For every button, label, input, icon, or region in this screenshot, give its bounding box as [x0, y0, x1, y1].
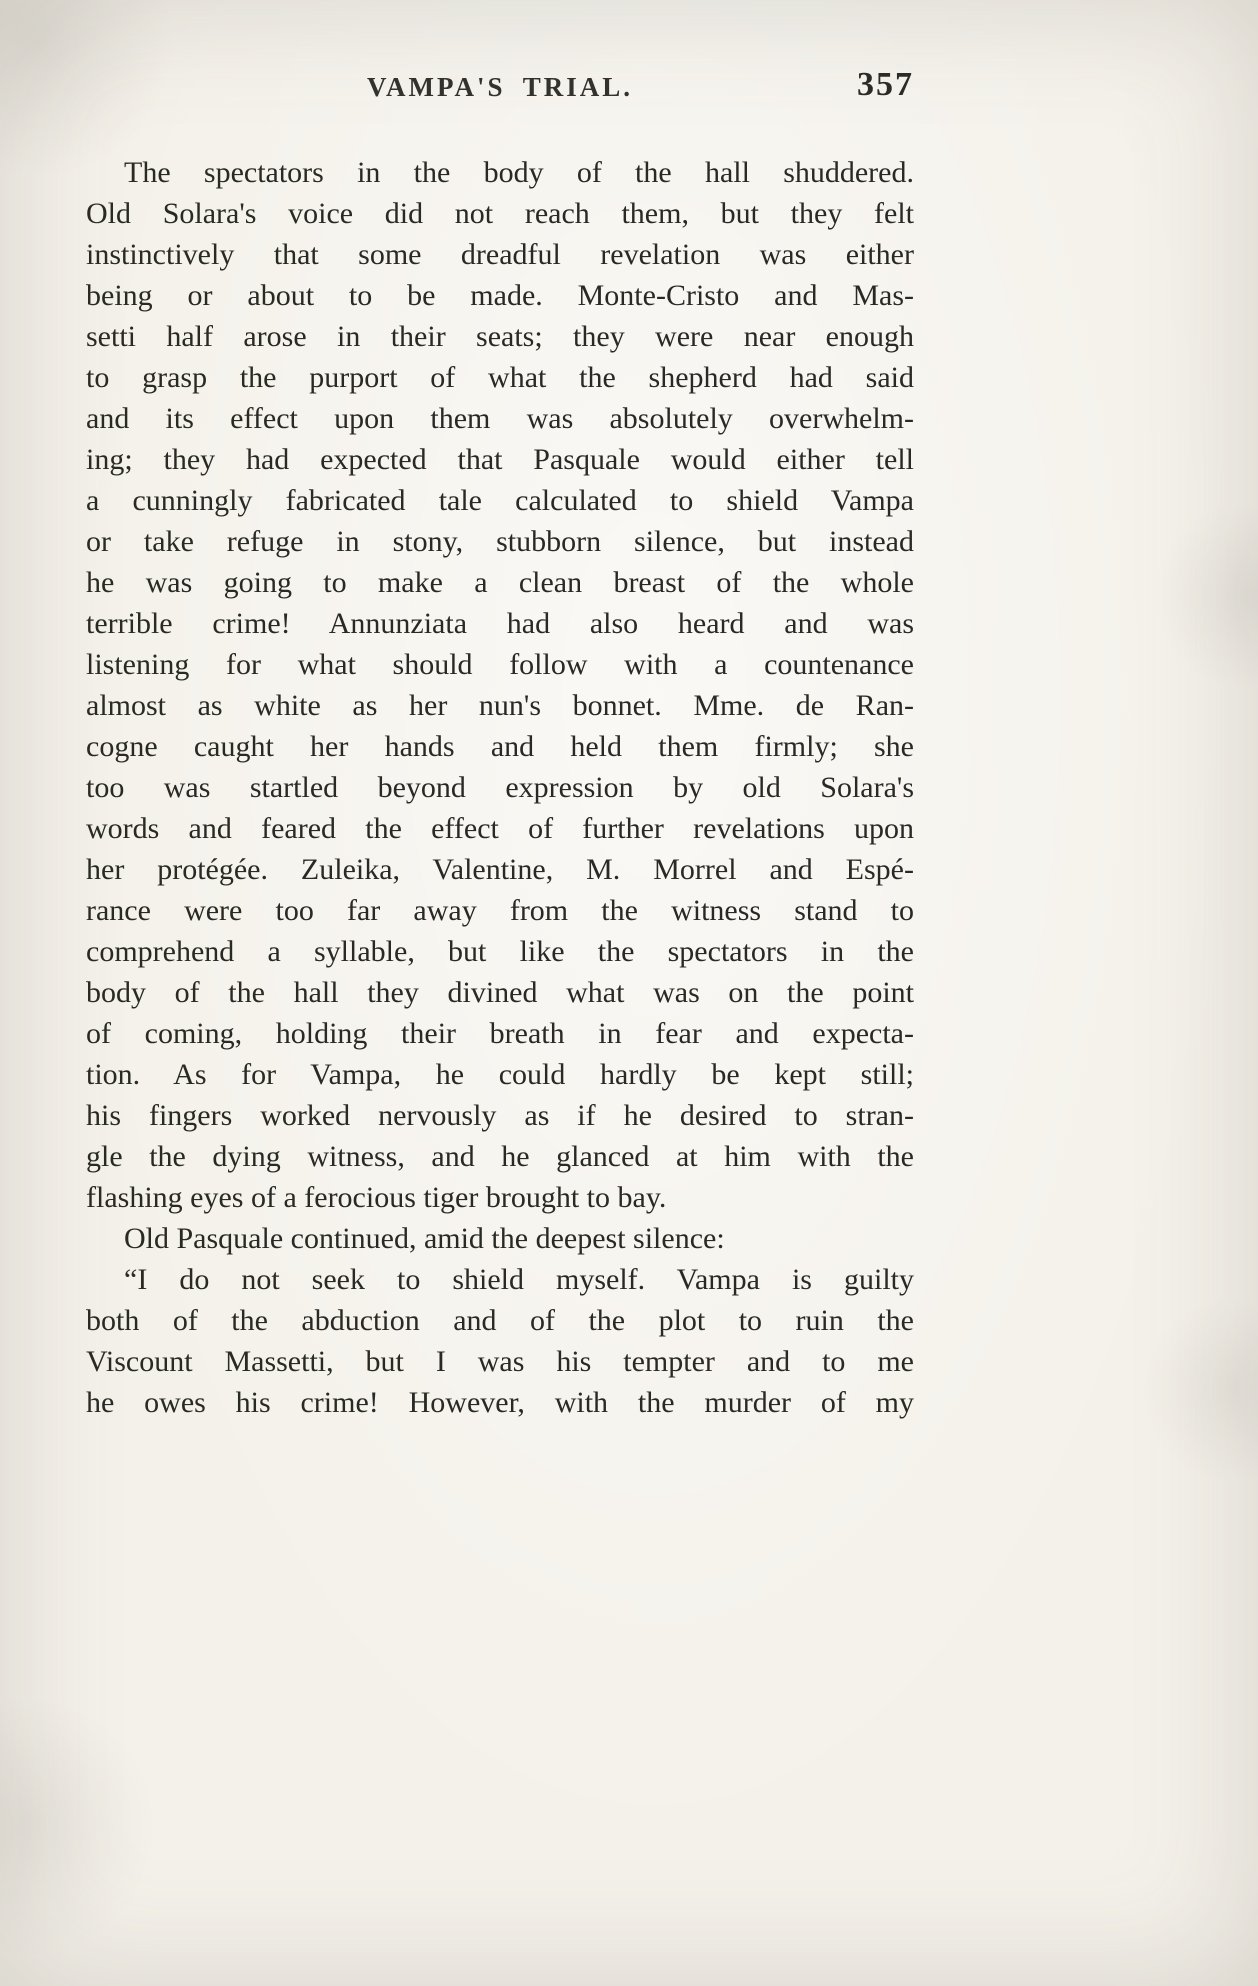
text-line: his fingers worked nervously as if he desired to stran-	[86, 1099, 914, 1132]
text-line: Viscount Massetti, but I was his tempter and to me	[86, 1345, 914, 1378]
running-title: VAMPA'S TRIAL.	[366, 72, 634, 102]
text-line: The spectators in the body of the hall shuddered.	[124, 156, 914, 189]
text-column	[86, 66, 914, 1423]
text-line: flashing eyes of a ferocious tiger brought to bay.	[86, 1181, 667, 1214]
text-line: of coming, holding their breath in fear and expecta-	[86, 1017, 914, 1050]
text-line: comprehend a syllable, but like the spectators in the	[86, 935, 914, 968]
text-line: instinctively that some dreadful revelation was either	[86, 238, 914, 271]
paragraph	[86, 1259, 914, 1423]
text-line: both of the abduction and of the plot to ruin the	[86, 1304, 914, 1337]
text-line: Old Pasquale continued, amid the deepest silence:	[124, 1222, 725, 1255]
paragraph	[86, 152, 914, 1218]
text-line: he owes his crime! However, with the murder of my	[86, 1386, 914, 1419]
text-line: a cunningly fabricated tale calculated to shield Vampa	[86, 484, 914, 517]
text-line: he was going to make a clean breast of the whole	[86, 566, 914, 599]
text-line: being or about to be made. Monte-Cristo and Mas-	[86, 279, 914, 312]
text-line: almost as white as her nun's bonnet. Mme. de Ran-	[86, 689, 914, 722]
page-number: 357	[857, 66, 914, 103]
text-line: too was startled beyond expression by old Solara's	[86, 771, 914, 804]
paragraph	[86, 1218, 914, 1259]
text-line: to grasp the purport of what the shepherd had said	[86, 361, 914, 394]
text-line: gle the dying witness, and he glanced at him with the	[86, 1140, 914, 1173]
text-line: her protégée. Zuleika, Valentine, M. Morrel and Espé-	[86, 853, 914, 886]
text-line: terrible crime! Annunziata had also heard and was	[86, 607, 914, 640]
text-line: ing; they had expected that Pasquale would either tell	[86, 443, 914, 476]
text-line: and its effect upon them was absolutely overwhelm-	[86, 402, 914, 435]
text-line: rance were too far away from the witness stand to	[86, 894, 914, 927]
text-block	[86, 152, 914, 1423]
text-line: setti half arose in their seats; they were near enough	[86, 320, 914, 353]
text-line: Old Solara's voice did not reach them, but they felt	[86, 197, 914, 230]
text-line: tion. As for Vampa, he could hardly be kept still;	[86, 1058, 914, 1091]
text-line: cogne caught her hands and held them firmly; she	[86, 730, 914, 763]
text-line: listening for what should follow with a countenance	[86, 648, 914, 681]
text-line: or take refuge in stony, stubborn silence, but instead	[86, 525, 914, 558]
text-line: “I do not seek to shield myself. Vampa is guilty	[124, 1263, 914, 1296]
page-header	[86, 66, 914, 116]
text-line: words and feared the effect of further revelations upon	[86, 812, 914, 845]
text-line: body of the hall they divined what was on the point	[86, 976, 914, 1009]
